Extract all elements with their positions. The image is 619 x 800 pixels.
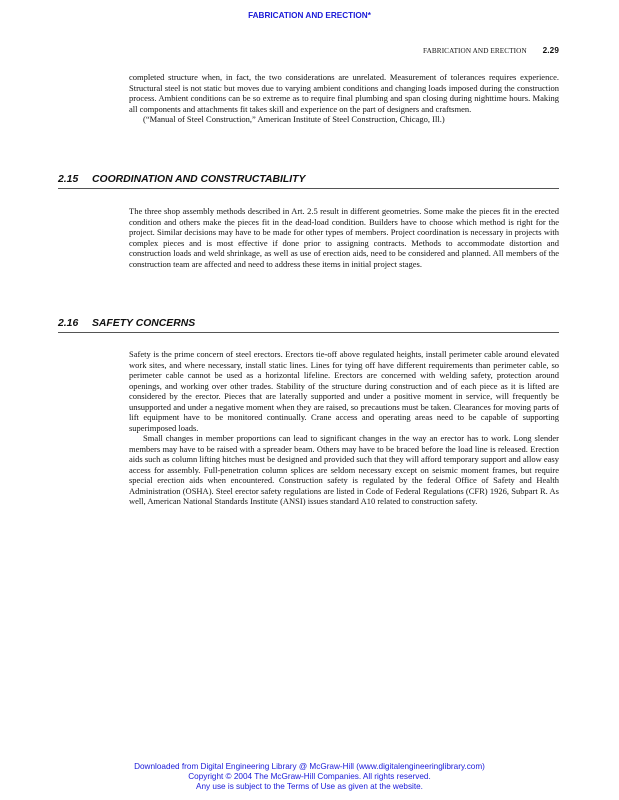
section-title: SAFETY CONCERNS <box>92 318 196 329</box>
footer-terms-link[interactable]: Any use is subject to the Terms of Use as given at the website. <box>196 782 423 792</box>
footer-copyright: Copyright © 2004 The McGraw-Hill Companies. All rights reserved. <box>188 772 431 782</box>
footer-download-link[interactable]: Downloaded from Digital Engineering Library @ McGraw-Hill (www.digitalengineeringlibrary.com) <box>134 762 485 771</box>
footer-notice <box>0 762 619 793</box>
section-number: 2.15 <box>58 174 79 185</box>
intro-paragraph: completed structure when, in fact, the two considerations are unrelated. Measurement of tolerances requires experience. Structural steel is not static but moves due to varying ambient conditions and changing loads imposed during the construction process. Ambient conditions can be so extreme as to require final plumbing and span closing during nighttime hours. Making all components and attachments fit takes skill and experience on the part of designers and craftsmen. <box>129 72 559 114</box>
section-heading-2-16 <box>58 318 559 333</box>
intro-citation: (“Manual of Steel Construction,” American Institute of Steel Construction, Chicago, Ill.) <box>143 114 445 124</box>
safety-paragraph-1: Safety is the prime concern of steel erectors. Erectors tie-off above regulated heights, install perimeter cable around elevated work sites, and where necessary, install static lines. Lines for tying off have different requirements than perimeter cable, so perimeter cable cannot be used as a horizontal lifeline. Erectors are concerned with welding safety, protection around openings, and working over other trades. Stability of the structure during construction and of each piece as it is lifted are considered by the erector. Pieces that are laterally supported and under a positive moment in service, will frequently be unsupported and under a negative moment when they are raised, so precautions must be taken. Clearances for moving parts of lift equipment have to be monitored continually. Crane access and operating areas need to be capable of supporting superimposed loads. <box>129 349 559 433</box>
section-title: COORDINATION AND CONSTRUCTABILITY <box>92 174 306 185</box>
running-title: FABRICATION AND ERECTION <box>423 47 527 55</box>
intro-text-block <box>129 72 559 125</box>
section-number: 2.16 <box>58 318 79 329</box>
running-header <box>423 46 559 55</box>
coordination-text-block <box>129 206 559 269</box>
chapter-banner: FABRICATION AND ERECTION* <box>248 11 371 20</box>
page-number: 2.29 <box>542 46 559 55</box>
coordination-paragraph: The three shop assembly methods described in Art. 2.5 result in different geometries. Some make the pieces fit in the erected condition and others make the pieces fit in the dead-load condition. Builders have to choose which method is right for the project. Similar decisions may have to be made for other types of members. Project coordination is necessary in projects with complex pieces and is most effective if done prior to assigning contracts. Methods to accommodate distortion and construction loads and weld shrinkage, as well as use of erection aids, need to be considered and planned. All members of the construction team are affected and need to address these items in initial project stages. <box>129 206 559 269</box>
safety-paragraph-2: Small changes in member proportions can lead to significant changes in the way an erector has to work. Long slender members may have to be raised with a spreader beam. Others may have to be braced before the load line is released. Erection aids such as column lifting hitches must be designed and provided such that they will afford temporary support and allow easy access for assembly. Full-penetration column splices are seldom necessary except on seismic moment frames, but require special erection aids when encountered. Construction safety is regulated by the federal Office of Safety and Health Administration (OSHA). Steel erector safety regulations are listed in Code of Federal Regulations (CFR) 1926, Subpart R. As well, American National Standards Institute (ANSI) issues standard A10 related to construction safety. <box>129 433 559 506</box>
section-heading-2-15 <box>58 174 559 189</box>
safety-text-block <box>129 349 559 507</box>
